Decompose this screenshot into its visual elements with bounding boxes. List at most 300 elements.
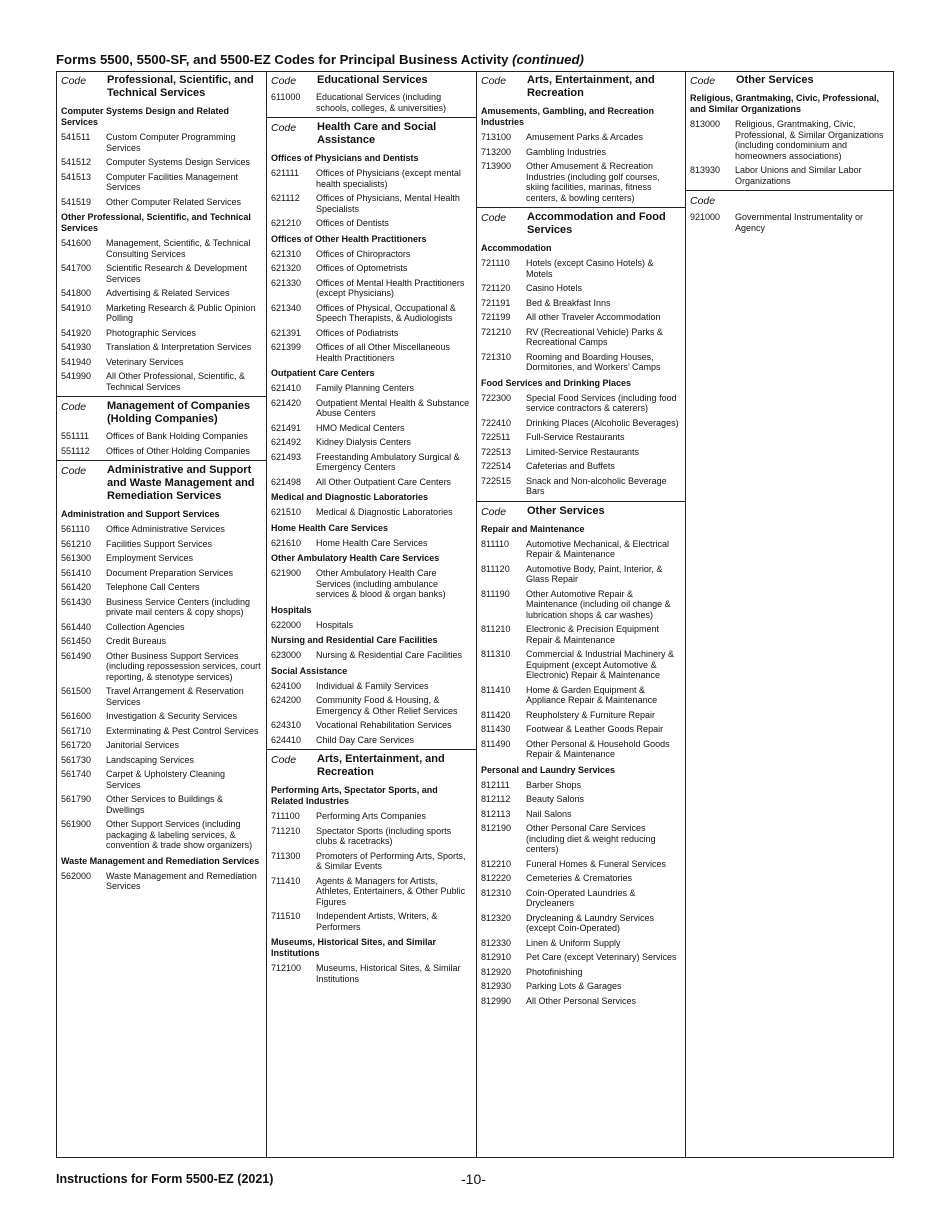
code-row xyxy=(57,817,266,853)
activity-code: 624200 xyxy=(271,695,302,705)
activity-description: HMO Medical Centers xyxy=(316,422,405,433)
activity-code: 713900 xyxy=(481,161,512,171)
activity-code: 561730 xyxy=(61,754,92,765)
activity-code: 812111 xyxy=(481,779,510,790)
activity-code: 722513 xyxy=(481,446,512,457)
section-header xyxy=(57,72,266,103)
activity-description: Translation & Interpretation Services xyxy=(106,342,252,352)
activity-code: 621420 xyxy=(271,397,302,408)
code-row xyxy=(477,159,685,205)
code-row xyxy=(57,684,266,709)
code-row xyxy=(477,350,685,375)
code-row xyxy=(57,301,266,326)
activity-code: 621340 xyxy=(271,302,302,313)
activity-code: 621493 xyxy=(271,451,302,462)
activity-description: Scientific Research & Development Services xyxy=(106,263,248,284)
category-title: Professional, Scientific, and Technical Services xyxy=(107,74,254,99)
code-row xyxy=(477,622,685,647)
activity-code: 551111 xyxy=(61,431,90,441)
activity-code: 812310 xyxy=(481,887,512,898)
activity-description: Management, Scientific, & Technical Consulting Services xyxy=(106,238,251,259)
code-row xyxy=(477,886,685,911)
activity-description: Photofinishing xyxy=(526,966,583,977)
activity-description: Offices of Bank Holding Companies xyxy=(106,431,248,441)
code-row xyxy=(267,261,476,276)
activity-description: Waste Management and Remediation Services xyxy=(106,870,257,891)
category-section xyxy=(57,71,266,396)
code-row xyxy=(477,537,685,562)
activity-description: All Other Outpatient Care Centers xyxy=(316,476,452,487)
subcategory-heading: Accommodation xyxy=(481,243,552,253)
code-row xyxy=(57,869,266,894)
code-row xyxy=(57,634,266,649)
code-row xyxy=(477,647,685,683)
code-row xyxy=(267,648,476,663)
activity-code: 561790 xyxy=(61,794,92,804)
code-row xyxy=(267,475,476,490)
activity-description: Home & Garden Equipment & Appliance Repair & Maintenance xyxy=(526,684,658,705)
activity-code: 561420 xyxy=(61,582,92,592)
activity-code: 621399 xyxy=(271,342,302,352)
activity-description: Drinking Places (Alcoholic Beverages) xyxy=(526,417,679,428)
activity-code: 722515 xyxy=(481,475,512,486)
activity-description: Offices of Podiatrists xyxy=(316,327,399,338)
code-row xyxy=(477,445,685,460)
code-row xyxy=(477,416,685,431)
activity-description: Facilities Support Services xyxy=(106,538,213,549)
activity-description: Other Services to Buildings & Dwellings xyxy=(106,794,224,815)
activity-code: 811120 xyxy=(481,563,510,574)
activity-description: Other Support Services (including packaging & labeling services, & convention & trade show organizers) xyxy=(106,819,253,850)
activity-description: All Other Professional, Scientific, & Technical Services xyxy=(106,371,246,392)
activity-description: Computer Facilities Management Services xyxy=(106,171,239,192)
code-row xyxy=(477,310,685,325)
activity-code: 722300 xyxy=(481,392,512,403)
subcategory-heading: Performing Arts, Spectator Sports, and Related Industries xyxy=(271,785,438,806)
activity-code: 721310 xyxy=(481,351,512,362)
activity-code: 561430 xyxy=(61,596,92,607)
code-row xyxy=(477,792,685,807)
activity-code: 541920 xyxy=(61,327,92,338)
activity-description: Credit Bureaus xyxy=(106,636,167,646)
activity-code: 721199 xyxy=(481,312,511,322)
subcategory-heading: Outpatient Care Centers xyxy=(271,368,375,378)
activity-description: Telephone Call Centers xyxy=(106,582,200,592)
activity-code: 541700 xyxy=(61,263,92,273)
code-row xyxy=(57,649,266,685)
subcategory-heading: Administration and Support Services xyxy=(61,509,220,519)
activity-code: 812910 xyxy=(481,952,512,962)
activity-code: 623000 xyxy=(271,650,302,660)
code-row xyxy=(267,718,476,733)
activity-description: Outpatient Mental Health & Substance Abuse Centers xyxy=(316,397,470,418)
category-title: Health Care and Social Assistance xyxy=(317,121,437,146)
activity-description: Bed & Breakfast Inns xyxy=(526,297,611,308)
column-3 xyxy=(476,71,685,1158)
code-row xyxy=(477,722,685,737)
activity-description: Child Day Care Services xyxy=(316,734,415,745)
code-row xyxy=(477,430,685,445)
activity-code: 812220 xyxy=(481,873,512,883)
code-row xyxy=(477,737,685,762)
category-section xyxy=(477,207,685,501)
activity-code: 621410 xyxy=(271,383,302,393)
code-row xyxy=(267,90,476,115)
activity-description: Family Planning Centers xyxy=(316,383,415,393)
activity-code: 812320 xyxy=(481,912,512,923)
code-column-label: Code xyxy=(481,75,507,87)
activity-code: 812990 xyxy=(481,995,512,1006)
code-row xyxy=(477,857,685,872)
activity-code: 811420 xyxy=(481,709,511,720)
code-row xyxy=(477,778,685,793)
activity-code: 722514 xyxy=(481,461,512,471)
code-row xyxy=(57,738,266,753)
activity-code: 811110 xyxy=(481,538,510,549)
activity-description: Individual & Family Services xyxy=(316,680,429,691)
code-row xyxy=(477,459,685,474)
code-row xyxy=(57,429,266,444)
code-row xyxy=(267,301,476,326)
activity-description: Other Business Support Services (including repossession services, court reporting, & stenotype services) xyxy=(106,650,261,682)
activity-description: Offices of Physical, Occupational & Speech Therapists, & Audiologists xyxy=(316,302,456,323)
code-row xyxy=(57,170,266,195)
category-section xyxy=(477,501,685,1011)
subcategory-heading: Offices of Other Health Practitioners xyxy=(271,233,427,244)
category-section xyxy=(477,71,685,207)
activity-code: 621391 xyxy=(271,327,302,338)
activity-description: Amusement Parks & Arcades xyxy=(526,132,644,142)
activity-code: 561210 xyxy=(61,538,92,549)
code-row xyxy=(57,355,266,370)
code-row xyxy=(267,961,476,986)
activity-description: Other Personal Care Services (including diet & weight reducing centers) xyxy=(526,823,656,854)
activity-code: 621498 xyxy=(271,476,302,487)
activity-description: Limited-Service Restaurants xyxy=(526,446,640,457)
activity-description: Religious, Grantmaking, Civic, Professional, & Similar Organizations (including condominium and homeowners associations) xyxy=(735,119,884,161)
activity-description: All Other Personal Services xyxy=(526,995,637,1006)
activity-code: 561450 xyxy=(61,636,92,646)
activity-description: Other Automotive Repair & Maintenance (including oil change & lubrication shops & car washes) xyxy=(526,588,671,620)
code-row xyxy=(267,216,476,231)
subcategory-heading: Museums, Historical Sites, and Similar Institutions xyxy=(271,937,437,958)
activity-code: 621310 xyxy=(271,248,302,259)
activity-description: Promoters of Performing Arts, Sports, & Similar Events xyxy=(316,850,466,871)
section-header xyxy=(477,503,685,521)
code-row xyxy=(57,709,266,724)
activity-description: Funeral Homes & Funeral Services xyxy=(526,858,667,869)
activity-description: Museums, Historical Sites, & Similar Institutions xyxy=(316,963,461,984)
code-row xyxy=(477,296,685,311)
code-row xyxy=(267,435,476,450)
activity-code: 712100 xyxy=(271,963,302,973)
section-header xyxy=(57,462,266,506)
activity-code: 711100 xyxy=(271,811,300,821)
code-row xyxy=(267,909,476,934)
activity-description: Offices of Optometrists xyxy=(316,263,408,273)
page-number: -10- xyxy=(461,1171,486,1187)
category-section xyxy=(267,749,476,988)
activity-code: 813000 xyxy=(690,119,721,129)
code-row xyxy=(477,994,685,1009)
subcategory-heading: Amusements, Gambling, and Recreation Industries xyxy=(481,106,655,127)
activity-code: 561720 xyxy=(61,740,92,750)
activity-code: 541511 xyxy=(61,132,91,142)
activity-code: 561500 xyxy=(61,686,92,696)
category-title: Other Services xyxy=(736,74,814,86)
code-row xyxy=(267,340,476,365)
activity-description: Landscaping Services xyxy=(106,754,195,765)
activity-description: Footwear & Leather Goods Repair xyxy=(526,724,664,734)
activity-description: Nail Salons xyxy=(526,808,572,819)
activity-description: Spectator Sports (including sports clubs & racetracks) xyxy=(316,825,452,846)
activity-code: 811430 xyxy=(481,724,511,734)
code-row xyxy=(267,809,476,824)
activity-code: 541990 xyxy=(61,371,92,381)
activity-description: Hotels (except Casino Hotels) & Motels xyxy=(526,258,654,279)
activity-description: Janitorial Services xyxy=(106,740,180,750)
category-section xyxy=(686,71,893,190)
activity-code: 721191 xyxy=(481,297,511,308)
activity-description: Governmental Instrumentality or Agency xyxy=(735,212,864,233)
code-row xyxy=(686,117,893,163)
activity-description: Home Health Care Services xyxy=(316,537,428,548)
activity-description: Marketing Research & Public Opinion Polling xyxy=(106,302,256,323)
code-column-label: Code xyxy=(271,754,297,766)
code-row xyxy=(57,340,266,355)
subcategory-heading: Personal and Laundry Services xyxy=(481,764,616,775)
code-row xyxy=(57,369,266,394)
activity-code: 713100 xyxy=(481,132,512,142)
code-row xyxy=(57,195,266,210)
activity-description: Pet Care (except Veterinary) Services xyxy=(526,952,677,962)
activity-description: Cafeterias and Buffets xyxy=(526,461,615,471)
activity-description: Barber Shops xyxy=(526,779,582,790)
activity-code: 812210 xyxy=(481,858,512,869)
category-section xyxy=(57,396,266,460)
activity-description: Cemeteries & Crematories xyxy=(526,873,633,883)
code-row xyxy=(477,325,685,350)
code-row xyxy=(57,595,266,620)
activity-description: Offices of all Other Miscellaneous Health Practitioners xyxy=(316,342,450,363)
activity-description: Linen & Uniform Supply xyxy=(526,937,621,948)
activity-code: 711300 xyxy=(271,850,301,861)
activity-code: 721210 xyxy=(481,326,512,337)
category-section xyxy=(686,190,893,237)
activity-code: 711510 xyxy=(271,911,301,921)
activity-description: Offices of Dentists xyxy=(316,218,389,228)
code-row xyxy=(477,807,685,822)
subcategory-heading: Hospitals xyxy=(271,604,312,615)
code-row xyxy=(477,821,685,857)
code-row xyxy=(267,693,476,718)
activity-description: Employment Services xyxy=(106,553,194,563)
code-column-label: Code xyxy=(690,195,716,207)
column-4 xyxy=(685,71,894,1158)
activity-description: RV (Recreational Vehicle) Parks & Recreational Camps xyxy=(526,326,663,347)
activity-code: 551112 xyxy=(61,445,90,456)
activity-code: 624410 xyxy=(271,734,302,745)
subcategory-heading: Social Assistance xyxy=(271,665,348,676)
activity-code: 722410 xyxy=(481,417,512,428)
section-header xyxy=(686,192,893,210)
activity-description: Collection Agencies xyxy=(106,621,185,632)
activity-code: 713200 xyxy=(481,146,512,157)
code-row xyxy=(477,936,685,951)
activity-description: Performing Arts Companies xyxy=(316,811,427,821)
activity-code: 624310 xyxy=(271,720,302,730)
activity-description: Casino Hotels xyxy=(526,283,583,293)
activity-code: 811310 xyxy=(481,649,511,659)
activity-code: 561740 xyxy=(61,769,92,779)
activity-code: 561710 xyxy=(61,725,92,736)
activity-description: Other Personal & Household Goods Repair & Maintenance xyxy=(526,738,670,759)
activity-code: 562000 xyxy=(61,870,92,881)
activity-description: Community Food & Housing, & Emergency & Other Relief Services xyxy=(316,695,458,716)
activity-code: 621112 xyxy=(271,193,300,203)
activity-code: 811190 xyxy=(481,588,510,599)
code-row xyxy=(57,620,266,635)
activity-description: Rooming and Boarding Houses, Dormitories, and Workers’ Camps xyxy=(526,351,661,372)
code-row xyxy=(57,444,266,459)
code-row xyxy=(267,381,476,396)
activity-code: 921000 xyxy=(690,212,721,222)
code-row xyxy=(267,566,476,602)
activity-description: Reupholstery & Furniture Repair xyxy=(526,709,656,720)
code-row xyxy=(477,474,685,499)
activity-description: Office Administrative Services xyxy=(106,524,225,534)
activity-code: 541910 xyxy=(61,302,92,313)
code-column-label: Code xyxy=(690,75,716,87)
activity-description: Nursing & Residential Care Facilities xyxy=(316,650,463,660)
code-row xyxy=(267,874,476,910)
code-row xyxy=(57,155,266,170)
category-section xyxy=(267,117,476,749)
category-section xyxy=(267,71,476,117)
activity-code: 541512 xyxy=(61,157,92,167)
category-title: Administrative and Support and Waste Management and Remediation Services xyxy=(107,464,255,502)
column-1 xyxy=(56,71,266,1158)
activity-code: 812112 xyxy=(481,794,511,804)
activity-description: Educational Services (including schools, colleges, & universities) xyxy=(316,92,447,113)
activity-description: Automotive Body, Paint, Interior, & Glass Repair xyxy=(526,563,663,584)
subcategory-heading: Computer Systems Design and Related Services xyxy=(61,106,230,127)
activity-description: Investigation & Security Services xyxy=(106,711,238,721)
section-header xyxy=(267,751,476,782)
code-row xyxy=(57,286,266,301)
code-row xyxy=(267,276,476,301)
code-row xyxy=(267,824,476,849)
footer-form-title: Instructions for Form 5500-EZ (2021) xyxy=(56,1172,274,1186)
activity-description: Labor Unions and Similar Labor Organizations xyxy=(735,165,862,186)
activity-description: Exterminating & Pest Control Services xyxy=(106,725,259,736)
category-title: Arts, Entertainment, and Recreation xyxy=(317,753,445,778)
activity-code: 541519 xyxy=(61,196,92,207)
subcategory-heading: Waste Management and Remediation Services xyxy=(61,855,260,866)
activity-code: 561490 xyxy=(61,650,92,661)
code-column-label: Code xyxy=(271,122,297,134)
activity-description: Beauty Salons xyxy=(526,794,585,804)
activity-code: 561300 xyxy=(61,553,92,563)
activity-code: 561410 xyxy=(61,567,92,578)
activity-code: 561440 xyxy=(61,621,92,632)
activity-code: 812113 xyxy=(481,808,511,819)
activity-description: Snack and Non-alcoholic Beverage Bars xyxy=(526,475,667,496)
activity-code: 541600 xyxy=(61,238,92,248)
activity-code: 541513 xyxy=(61,171,92,182)
activity-code: 811210 xyxy=(481,624,511,634)
code-row xyxy=(477,871,685,886)
activity-description: Hospitals xyxy=(316,619,354,630)
code-row xyxy=(477,391,685,416)
code-row xyxy=(267,450,476,475)
activity-code: 621491 xyxy=(271,422,302,433)
activity-description: Medical & Diagnostic Laboratories xyxy=(316,507,453,517)
code-row xyxy=(267,733,476,748)
activity-description: Offices of Other Holding Companies xyxy=(106,445,250,456)
code-row xyxy=(57,326,266,341)
code-row xyxy=(477,950,685,965)
activity-description: Vocational Rehabilitation Services xyxy=(316,720,452,730)
activity-description: Offices of Physicians, Mental Health Specialists xyxy=(316,193,460,214)
activity-code: 621330 xyxy=(271,277,302,288)
activity-code: 721110 xyxy=(481,258,510,268)
activity-description: Offices of Physicians (except mental health specialists) xyxy=(316,168,461,189)
activity-description: Commercial & Industrial Machinery & Equipment (except Automotive & Electronic) Repair & Maintenance xyxy=(526,649,675,680)
activity-description: Document Preparation Services xyxy=(106,567,234,578)
activity-code: 621111 xyxy=(271,168,300,178)
subcategory-heading: Offices of Physicians and Dentists xyxy=(271,153,419,163)
code-row xyxy=(267,326,476,341)
activity-code: 811410 xyxy=(481,684,511,695)
code-column-label: Code xyxy=(61,75,87,87)
activity-description: Offices of Mental Health Practitioners (except Physicians) xyxy=(316,277,465,298)
code-column-label: Code xyxy=(61,465,87,477)
subcategory-heading: Religious, Grantmaking, Civic, Professional, and Similar Organizations xyxy=(690,93,880,114)
code-row xyxy=(267,505,476,520)
code-row xyxy=(477,562,685,587)
code-row xyxy=(477,683,685,708)
code-row xyxy=(267,247,476,262)
activity-description: Coin-Operated Laundries & Drycleaners xyxy=(526,887,636,908)
code-column-label: Code xyxy=(481,212,507,224)
activity-description: All other Traveler Accommodation xyxy=(526,312,661,322)
activity-code: 811490 xyxy=(481,738,511,749)
activity-description: Freestanding Ambulatory Surgical & Emergency Centers xyxy=(316,451,460,472)
activity-description: Computer Systems Design Services xyxy=(106,157,251,167)
section-header xyxy=(686,72,893,90)
code-row xyxy=(57,551,266,566)
subcategory-heading: Food Services and Drinking Places xyxy=(481,377,632,388)
code-row xyxy=(267,166,476,191)
code-row xyxy=(477,979,685,994)
activity-description: Business Service Centers (including private mail centers & copy shops) xyxy=(106,596,251,617)
activity-description: Electronic & Precision Equipment Repair & Maintenance xyxy=(526,624,660,645)
code-row xyxy=(477,281,685,296)
category-title: Management of Companies (Holding Companies) xyxy=(107,400,251,425)
activity-code: 561600 xyxy=(61,711,92,721)
activity-code: 541930 xyxy=(61,342,92,352)
activity-code: 541800 xyxy=(61,288,92,298)
subcategory-heading: Nursing and Residential Care Facilities xyxy=(271,635,438,645)
activity-description: Parking Lots & Garages xyxy=(526,981,622,991)
subcategory-heading: Repair and Maintenance xyxy=(481,523,585,534)
code-row xyxy=(267,679,476,694)
activity-code: 621900 xyxy=(271,568,302,578)
code-column-label: Code xyxy=(271,75,297,87)
code-row xyxy=(267,191,476,216)
activity-code: 812930 xyxy=(481,981,512,991)
